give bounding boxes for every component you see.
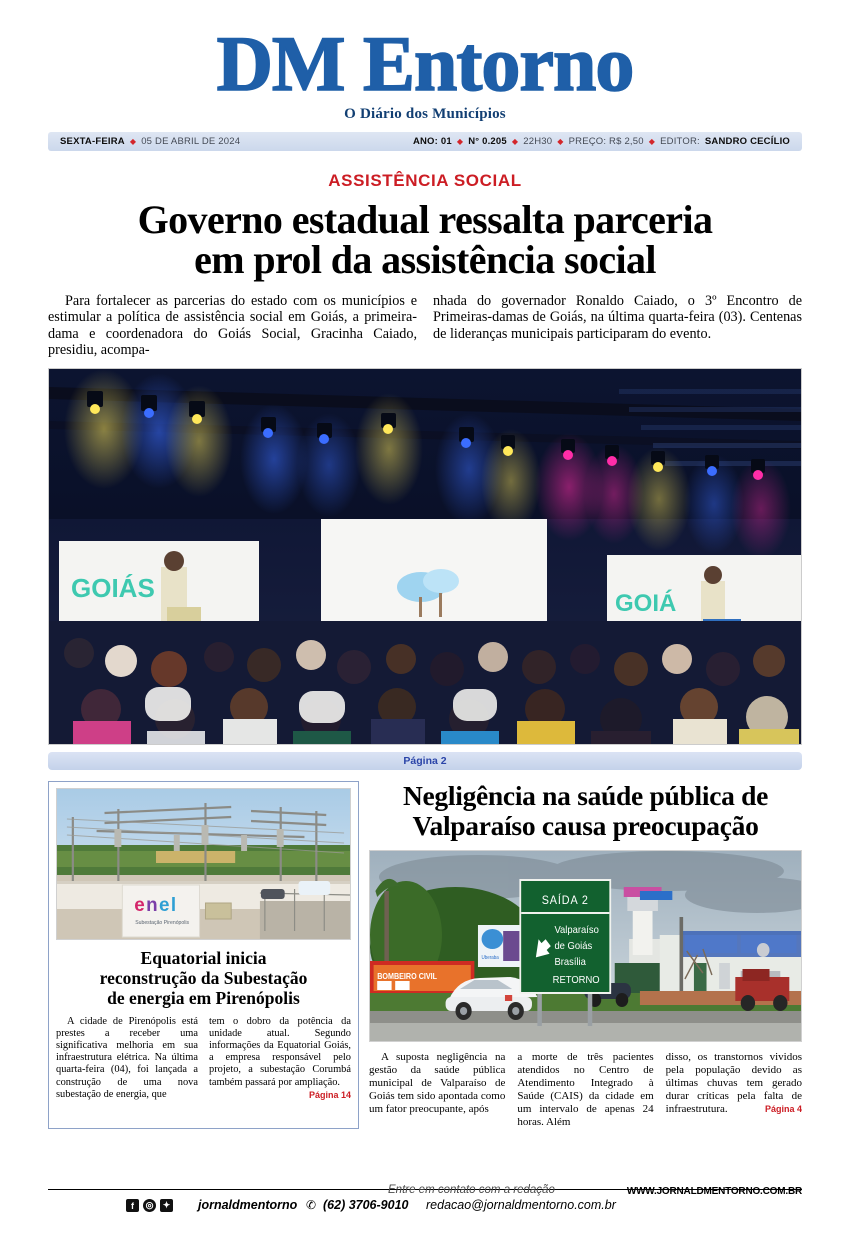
footer-email[interactable]: redacao@jornaldmentorno.com.br <box>426 1198 616 1212</box>
instagram-icon[interactable]: ◎ <box>143 1199 156 1212</box>
info-date-group <box>60 136 240 147</box>
diamond-icon: ◆ <box>648 136 656 146</box>
valparaiso-column-1: A suposta negligência na gestão da saúde pública municipal de Valparaíso de Goiás tem sido apontada como um fator preocupante, após <box>369 1050 506 1115</box>
headline-line2: Valparaíso causa preocupação <box>412 809 759 841</box>
info-time: 22H30 <box>523 136 553 147</box>
headline-line1: Equatorial inicia <box>140 947 267 968</box>
diamond-icon: ◆ <box>129 136 137 146</box>
article-valparaiso-body <box>369 1051 802 1129</box>
info-date: 05 DE ABRIL DE 2024 <box>141 136 241 147</box>
info-editor-label: EDITOR: <box>660 136 700 147</box>
valparaiso-page-ref[interactable]: Página 4 <box>764 1103 802 1114</box>
svg-text:GOIÁ: GOIÁ <box>615 589 677 617</box>
lead-column-1: Para fortalecer as parcerias do estado com os municípios e estimular a política de assistência social em Goiás, a primeira-dama e coordenadora do Goiás Social, Gracinha Caiado, presidiu, acompa- <box>48 293 417 359</box>
svg-text:e: e <box>158 894 170 916</box>
lead-column-2: nhada do governador Ronaldo Caiado, o 3º Encontro de Primeiras-damas de Goiás, na última quarta-feira (03). Centenas de lideranças municipais participaram do evento. <box>433 293 802 342</box>
lead-headline-line2: em prol da assistência social <box>194 237 656 282</box>
article-equatorial <box>48 781 359 1129</box>
svg-text:Uberaba: Uberaba <box>481 955 499 961</box>
equatorial-column-2 <box>209 1016 351 1101</box>
svg-text:SAÍDA 2: SAÍDA 2 <box>541 894 589 907</box>
newspaper-logo: DM Entorno <box>216 20 634 107</box>
svg-text:RETORNO: RETORNO <box>552 974 600 986</box>
valparaiso-column-3 <box>666 1051 802 1129</box>
facebook-icon[interactable]: f <box>126 1199 139 1212</box>
info-weekday: SEXTA-FEIRA <box>60 136 125 147</box>
svg-text:GOIÁS: GOIÁS <box>71 572 155 603</box>
footer-social-handle[interactable]: jornaldmentorno <box>198 1198 298 1212</box>
masthead <box>0 0 850 123</box>
footer <box>48 1184 802 1234</box>
lead-headline-line1: Governo estadual ressalta parceria <box>137 197 713 242</box>
article-equatorial-headline <box>56 948 351 1008</box>
lead-photo-event-stage <box>48 368 802 745</box>
equatorial-page-ref[interactable]: Página 14 <box>308 1089 351 1100</box>
article-equatorial-body <box>56 1016 351 1101</box>
equatorial-column-1: A cidade de Pirenópolis está prestes a receber uma significativa melhoria em sua infraestrutura elétrica. Na última quarta-feira (04), foi lançada a construção de uma nova subestação de energia, que <box>56 1015 198 1100</box>
diamond-icon: ◆ <box>456 136 464 146</box>
svg-text:e: e <box>134 894 145 916</box>
svg-text:n: n <box>146 894 158 916</box>
lead-headline <box>40 197 810 282</box>
lead-body <box>48 293 802 359</box>
lead-kicker: ASSISTÊNCIA SOCIAL <box>328 171 522 190</box>
headline-line3: de energia em Pirenópolis <box>107 987 300 1008</box>
whatsapp-icon: ✆ <box>306 1198 317 1212</box>
info-issue-group <box>413 136 790 147</box>
svg-text:BOMBEIRO CIVIL: BOMBEIRO CIVIL <box>377 971 438 981</box>
svg-text:de Goiás: de Goiás <box>554 940 593 952</box>
diamond-icon: ◆ <box>557 136 564 146</box>
newspaper-tagline: O Diário dos Municípios <box>344 106 506 122</box>
equatorial-column-2-text: tem o dobro da potência da unidade atual. Segundo informações da Equatorial Goiás, a empresa responsável pelo projeto, a subestação Corumbá também passará por ampliação. <box>209 1015 351 1088</box>
info-editor-name: SANDRO CECÍLIO <box>704 136 790 147</box>
info-price: PREÇO: R$ 2,50 <box>568 136 644 147</box>
info-issue-number: N° 0.205 <box>468 136 507 147</box>
lead-page-bar[interactable]: Página 2 <box>48 752 802 770</box>
article-valparaiso <box>369 781 802 1129</box>
footer-contact-label: Entre em contato com a redação <box>388 1184 555 1196</box>
footer-website[interactable]: WWW.JORNALDMENTORNO.COM.BR <box>626 1186 802 1197</box>
headline-line1: Negligência na saúde pública de <box>402 779 769 811</box>
photo-highway-sign-valparaiso <box>369 850 802 1042</box>
article-valparaiso-headline <box>369 781 802 841</box>
svg-text:Valparaíso: Valparaíso <box>554 924 599 936</box>
masthead-info-bar <box>48 132 802 151</box>
footer-phone[interactable]: (62) 3706-9010 <box>323 1198 409 1212</box>
crowd <box>49 621 801 744</box>
valparaiso-column-2: a morte de três pacientes atendidos no Centro de Atendimento Integrado à Saúde (CAIS) da cidade em um intervalo de apenas 24 horas. Além <box>517 1050 654 1128</box>
valparaiso-column-3-text: disso, os transtornos vividos pela população devido as últimas chuvas tem gerado durar críticas pela falta de infraestrutura. <box>665 1050 802 1115</box>
headline-line2: reconstrução da Subestação <box>99 967 308 988</box>
svg-text:l: l <box>170 894 177 916</box>
diamond-icon: ◆ <box>511 136 519 146</box>
footer-social-icons <box>126 1199 173 1212</box>
svg-text:Subestação Pirenópolis: Subestação Pirenópolis <box>135 919 190 926</box>
svg-text:Brasília: Brasília <box>554 956 586 968</box>
lower-section <box>48 781 802 1129</box>
twitter-icon[interactable]: ✦ <box>160 1199 173 1212</box>
photo-substation-pirenopolis <box>56 788 351 940</box>
info-year: ANO: 01 <box>412 136 452 147</box>
